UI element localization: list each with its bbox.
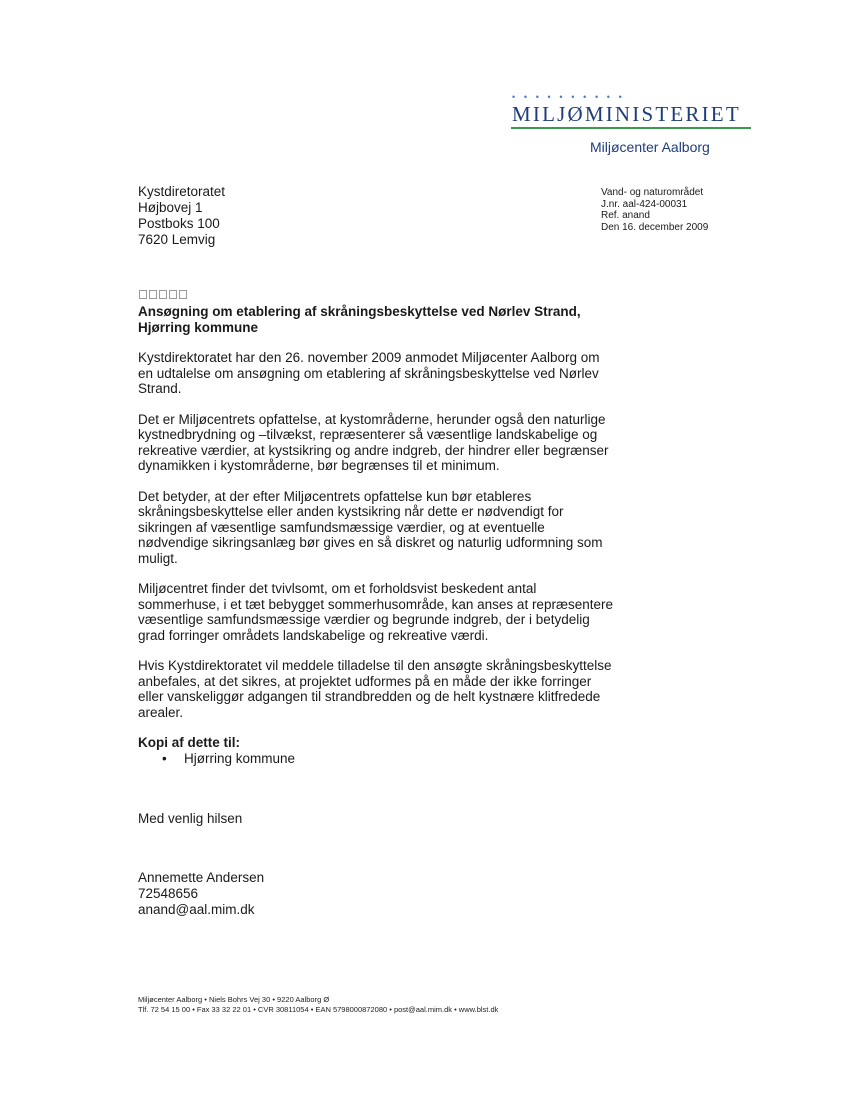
reference-block [601, 187, 708, 233]
reference-date: Den 16. december 2009 [601, 221, 709, 233]
ministry-logo-title: MILJØMINISTERIET [512, 102, 741, 126]
list-item [138, 751, 618, 767]
recipient-name: Kystdiretoratet [138, 184, 226, 199]
reference-jnr: J.nr. aal-424-00031 [601, 198, 688, 210]
placeholder-box [169, 290, 177, 299]
letter-subject: Ansøgning om etablering af skråningsbeskyttelse ved Nørlev Strand, Hjørring kommune [138, 304, 581, 335]
bullet-icon: • [162, 750, 167, 766]
page-footer [138, 995, 498, 1015]
placeholder-box [139, 290, 147, 299]
recipient-address [138, 184, 225, 248]
footer-address: Miljøcenter Aalborg • Niels Bohrs Vej 30 • 9220 Aalborg Ø [138, 995, 330, 1004]
missing-glyph-placeholder [139, 290, 187, 299]
reference-ref: Ref. anand [601, 210, 650, 221]
placeholder-box [149, 290, 157, 299]
footer-contact: Tlf. 72 54 15 00 • Fax 33 32 22 01 • CVR 30811054 • EAN 5798000872080 • post@aal.mim.dk • www.blst.dk [138, 1005, 499, 1014]
center-name: Miljøcenter Aalborg [590, 139, 710, 155]
copy-recipient: Hjørring kommune [184, 750, 296, 766]
recipient-address-line1: Højbovej 1 [138, 200, 203, 215]
placeholder-box [159, 290, 167, 299]
reference-unit: Vand- og naturområdet [601, 187, 704, 198]
recipient-city: 7620 Lemvig [138, 232, 216, 247]
signer-block [138, 870, 264, 918]
copy-list [138, 751, 618, 767]
logo-green-rule [511, 127, 751, 129]
logo-dots: • • • • • • • • • • [512, 92, 625, 102]
signer-name: Annemette Andersen [138, 870, 265, 885]
body-paragraph: Det er Miljøcentrets opfattelse, at kystområderne, herunder også den naturlige kystnedbrydning og –tilvækst, repræsenterer så væsentlige landskabelige og rekreative værdier, at kystsikring og andre indgreb, der hindrer eller begrænser dynamikken i kystområderne, bør begrænses til et minimum. [138, 411, 609, 473]
signer-email: anand@aal.mim.dk [138, 902, 255, 917]
placeholder-box [179, 290, 187, 299]
body-paragraph: Miljøcentret finder det tvivlsomt, om et forholdsvist beskedent antal sommerhuse, i et tæt bebygget sommerhusområde, kan anses at repræsentere væsentlige samfundsmæssige værdier og begrunde indgreb, der i betydelig grad forringer områdets landskabelige og rekreative værdi. [138, 581, 613, 643]
copy-heading: Kopi af dette til: [138, 735, 240, 750]
body-paragraph: Det betyder, at der efter Miljøcentrets opfattelse kun bør etableres skråningsbeskyttelse eller anden kystsikring når dette er nødvendigt for sikringen af væsentlige samfundsmæssige værdier, og at eventuelle nødvendige sikringsanlæg bør gives en så diskret og naturlig udformning som muligt. [138, 488, 603, 566]
recipient-address-line2: Postboks 100 [138, 216, 220, 231]
letter-body [138, 304, 618, 766]
closing-greeting: Med venlig hilsen [138, 811, 243, 826]
signer-phone: 72548656 [138, 886, 199, 901]
body-paragraph: Kystdirektoratet har den 26. november 2009 anmodet Miljøcenter Aalborg om en udtalelse om ansøgning om etablering af skråningsbeskyttelse ved Nørlev Strand. [138, 350, 600, 396]
body-paragraph: Hvis Kystdirektoratet vil meddele tilladelse til den ansøgte skråningsbeskyttelse anbefales, at det sikres, at projektet udformes på en måde der ikke forringer eller vanskeliggør adgangen til strandbredden og de helt kystnære klitfredede arealer. [138, 658, 612, 720]
